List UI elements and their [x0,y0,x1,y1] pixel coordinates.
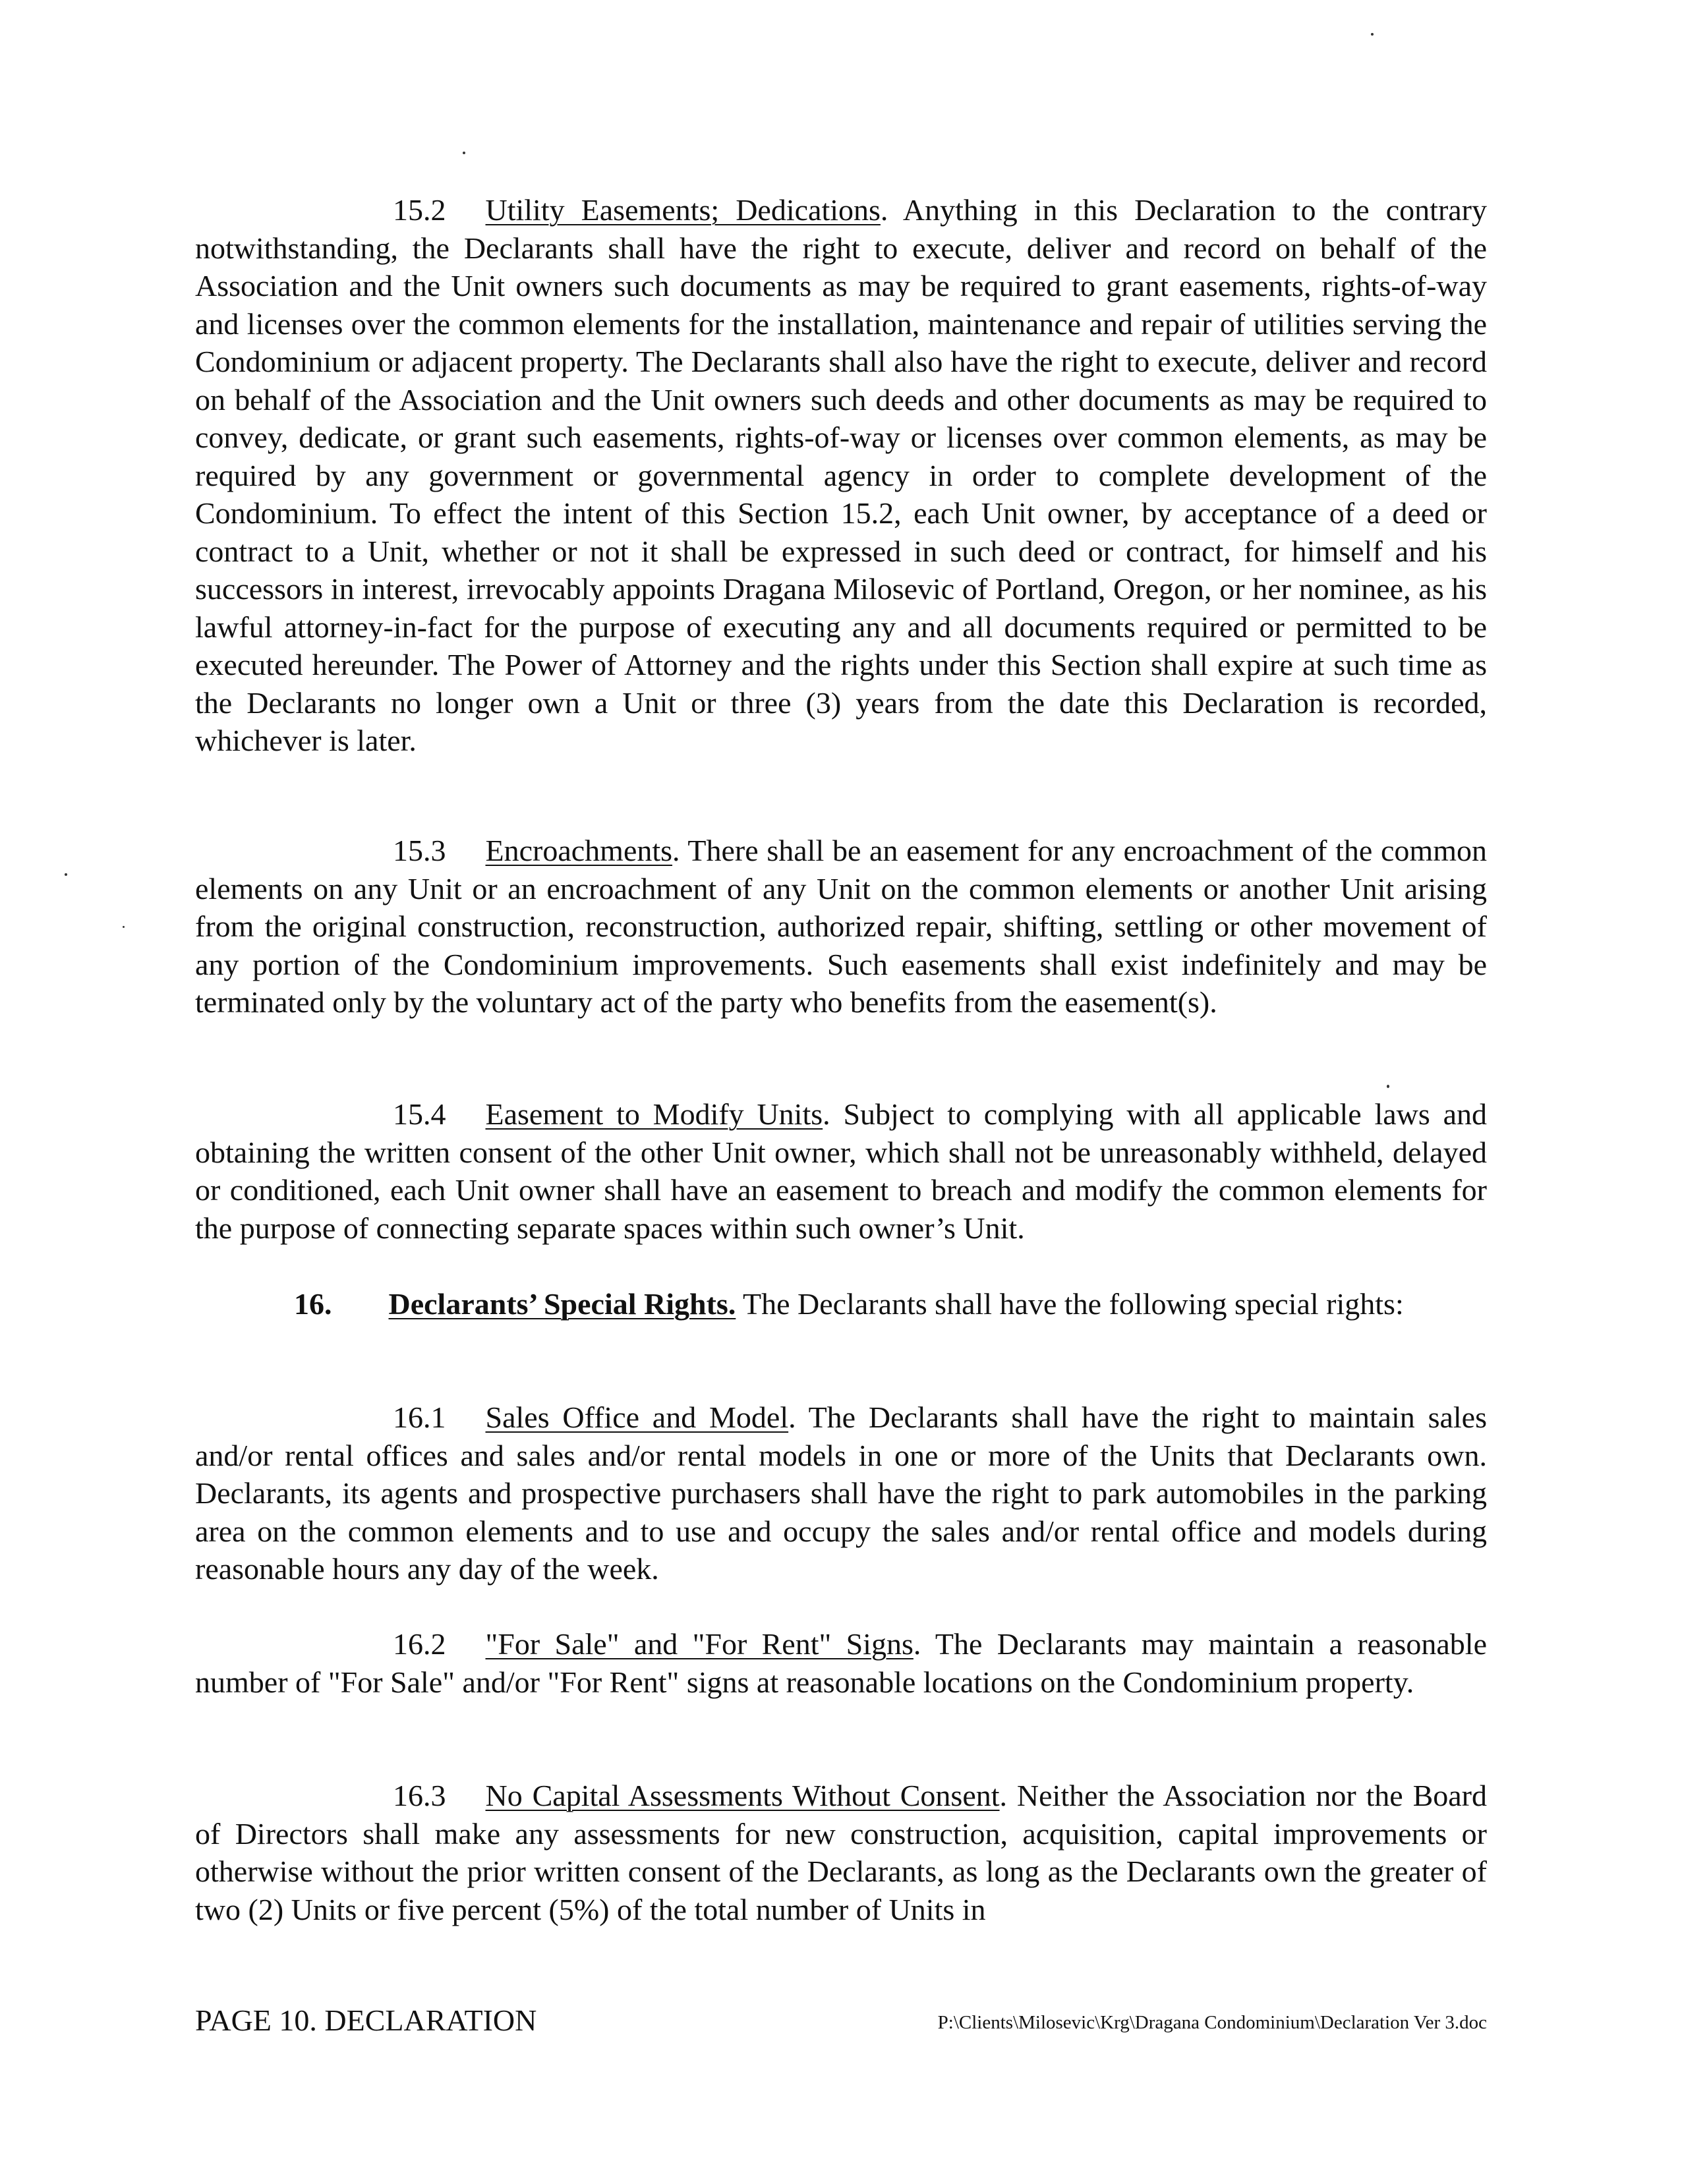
section-number: 15.2 [393,193,446,227]
section-heading: Utility Easements; Dedications [485,193,881,227]
section-16-3 [195,1777,1487,1928]
section-15-4 [195,1095,1487,1247]
section-heading: Sales Office and Model [485,1400,789,1434]
section-body: . There shall be an easement for any encroachment of the common elements on any Unit or an encroachment of any Unit on the common elements or another Unit arising from the original construction, reconstruction, authorized repair, shifting, settling or other movement of any portion of the Condominium improvements. Such easements shall exist indefinitely and may be terminated only by the voluntary act of the party who benefits from the easement(s). [195,834,1487,1019]
scan-speck [1371,33,1374,36]
section-15-3 [195,832,1487,1021]
scan-speck [1387,1085,1389,1088]
section-heading: Easement to Modify Units [485,1097,823,1131]
scan-speck [463,152,465,154]
scan-speck [123,926,125,928]
page-label: PAGE 10. DECLARATION [195,2003,537,2037]
section-body: . Subject to complying with all applicable laws and obtaining the written consent of the other Unit owner, which shall not be unreasonably withheld, delayed or conditioned, each Unit owner shall have an easement to breach and modify the common elements for the purpose of connecting separate spaces within such owner’s Unit. [195,1097,1487,1245]
section-16-1 [195,1398,1487,1588]
section-body: . The Declarants may maintain a reasonable number of "For Sale" and/or "For Rent" signs at reasonable locations on the Condominium property. [195,1627,1488,1699]
section-number: 15.3 [393,834,446,867]
section-body: . The Declarants shall have the right to maintain sales and/or rental offices and sales and/or rental models in one or more of the Units that Declarants own. Declarants, its agents and prospective purchasers shall have the right to park automobiles in the parking area on the common elements and to use and occupy the sales and/or rental office and models during reasonable hours any day of the week. [195,1400,1487,1586]
section-16 [195,1285,1487,1323]
section-number: 16.3 [393,1779,446,1812]
section-15-2 [195,191,1487,760]
section-number: 15.4 [393,1097,446,1131]
file-path: P:\Clients\Milosevic\Krg\Dragana Condominium\Declaration Ver 3.doc [937,2012,1487,2033]
section-16-2 [195,1625,1487,1701]
section-heading: No Capital Assessments Without Consent [485,1779,1000,1812]
section-heading: Declarants’ Special Rights. [388,1287,736,1321]
section-body: . Anything in this Declaration to the contrary notwithstanding, the Declarants shall have the right to execute, deliver and record on behalf of the Association and the Unit owners such documents as may be required to grant easements, rights-of-way and licenses over the common elements for the installation, maintenance and repair of utilities serving the Condominium or adjacent property. The Declarants shall also have the right to execute, deliver and record on behalf of the Association and the Unit owners such deeds and other documents as may be required to convey, dedicate, or grant such easements, rights-of-way or licenses over common elements, as may be required by any government or governmental agency in order to complete development of the Condominium. To effect the intent of this Section 15.2, each Unit owner, by acceptance of a deed or contract to a Unit, whether or not it shall be expressed in such deed or contract, for himself and his successors in interest, irrevocably appoints Dragana Milosevic of Portland, Oregon, or her nominee, as his lawful attorney-in-fact for the purpose of executing any and all documents required or permitted to be executed hereunder. The Power of Attorney and the rights under this Section shall expire at such time as the Declarants no longer own a Unit or three (3) years from the date this Declaration is recorded, whichever is later. [195,193,1487,757]
section-number: 16.2 [393,1627,446,1661]
section-body: . Neither the Association nor the Board of Directors shall make any assessments for new construction, acquisition, capital improvements or otherwise without the prior written consent of the Declarants, as long as the Declarants own the greater of two (2) Units or five percent (5%) of the total number of Units in [195,1779,1487,1926]
section-heading: Encroachments [485,834,673,867]
section-body: The Declarants shall have the following special rights: [736,1287,1404,1321]
scan-speck [65,873,67,876]
section-number: 16.1 [393,1400,446,1434]
section-heading: "For Sale" and "For Rent" Signs [485,1627,914,1661]
section-number: 16. [294,1287,332,1321]
